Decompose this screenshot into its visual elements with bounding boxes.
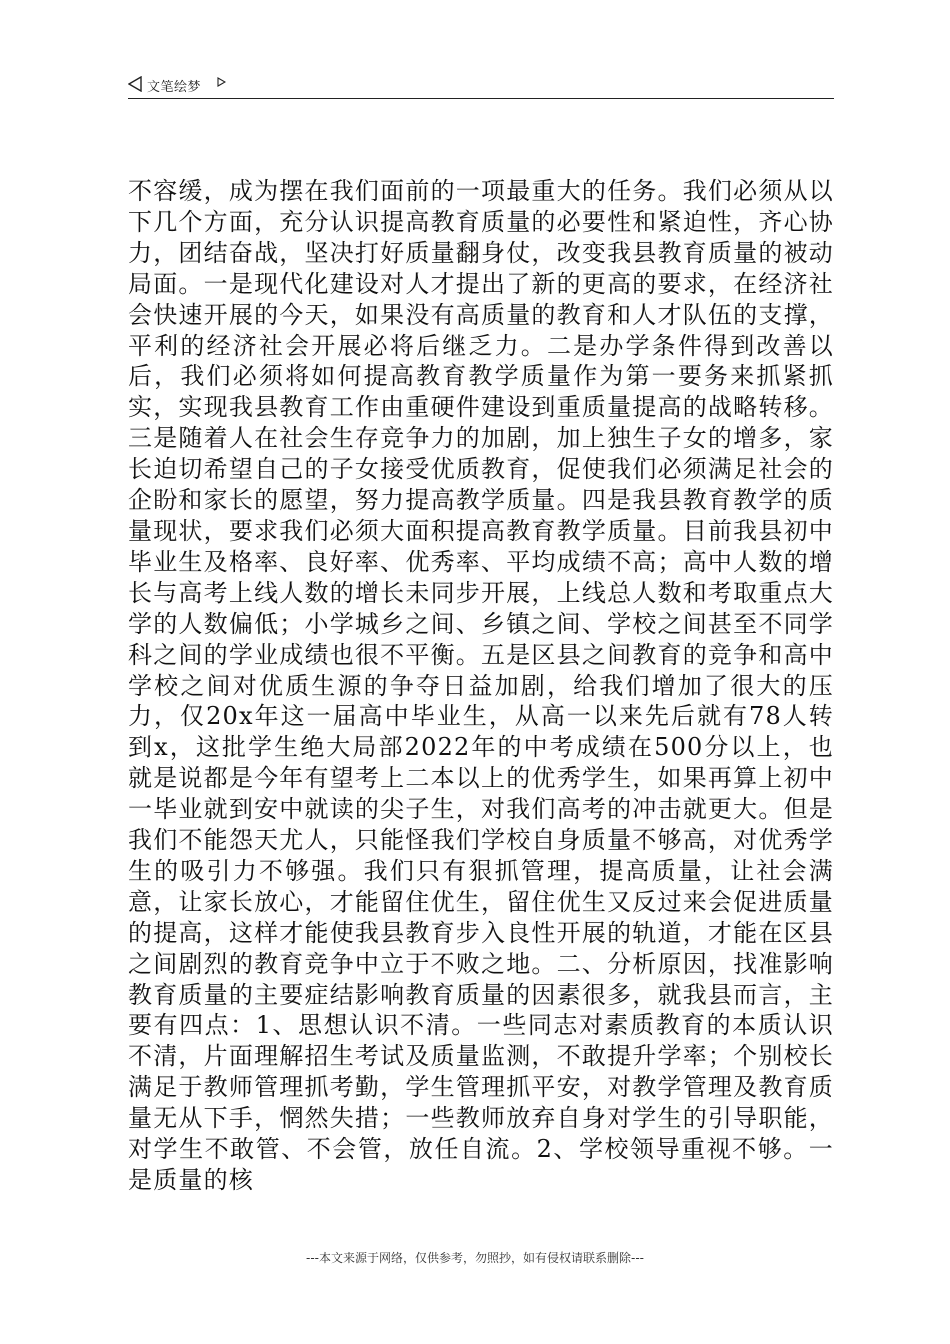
page-header xyxy=(128,74,834,99)
footer-disclaimer: ---本文来源于网络，仅供参考，勿照抄，如有侵权请联系删除--- xyxy=(306,1251,644,1265)
triangle-right-icon xyxy=(217,77,226,87)
body-paragraph: 不容缓，成为摆在我们面前的一项最重大的任务。我们必须从以下几个方面，充分认识提高教育质量的必要性和紧迫性，齐心协力，团结奋战，坚决打好质量翻身仗，改变我县教育质量的被动局面。一是现代化建设对人才提出了新的更高的要求，在经济社会快速开展的今天，如果没有高质量的教育和人才队伍的支撑，平利的经济社会开展必将后继乏力。二是办学条件得到改善以后，我们必须将如何提高教育教学质量作为第一要务来抓紧抓实，实现我县教育工作由重硬件建设到重质量提高的战略转移。三是随着人在社会生存竞争力的加剧，加上独生子女的增多，家长迫切希望自己的子女接受优质教育，促使我们必须满足社会的企盼和家长的愿望，努力提高教学质量。四是我县教育教学的质量现状，要求我们必须大面积提高教育教学质量。目前我县初中毕业生及格率、良好率、优秀率、平均成绩不高；高中人数的增长与高考上线人数的增长未同步开展，上线总人数和考取重点大学的人数偏低；小学城乡之间、乡镇之间、学校之间甚至不同学科之间的学业成绩也很不平衡。五是区县之间教育的竞争和高中学校之间对优质生源的争夺日益加剧，给我们增加了很大的压力，仅20x年这一届高中毕业生，从高一以来先后就有78人转到x，这批学生绝大局部2022年的中考成绩在500分以上，也就是说都是今年有望考上二本以上的优秀学生，如果再算上初中一毕业就到安中就读的尖子生，对我们高考的冲击就更大。但是我们不能怨天尤人，只能怪我们学校自身质量不够高，对优秀学生的吸引力不够强。我们只有狠抓管理，提高质量，让社会满意，让家长放心，才能留住优生，留住优生又反过来会促进质量的提高，这样才能使我县教育步入良性开展的轨道，才能在区县之间剧烈的教育竞争中立于不败之地。二、分析原因，找准影响教育质量的主要症结影响教育质量的因素很多，就我县而言，主要有四点：1、思想认识不清。一些同志对素质教育的本质认识不清，片面理解招生考试及质量监测，不敢提升学率；个别校长满足于教师管理抓考勤，学生管理抓平安，对教学管理及教育质量无从下手，惘然失措；一些教师放弃自身对学生的引导职能，对学生不敢管、不会管，放任自流。2、学校领导重视不够。一是质量的核 xyxy=(128,177,834,1194)
brand-name: 文笔绘梦 xyxy=(147,80,202,95)
triangle-left-icon xyxy=(128,76,142,92)
